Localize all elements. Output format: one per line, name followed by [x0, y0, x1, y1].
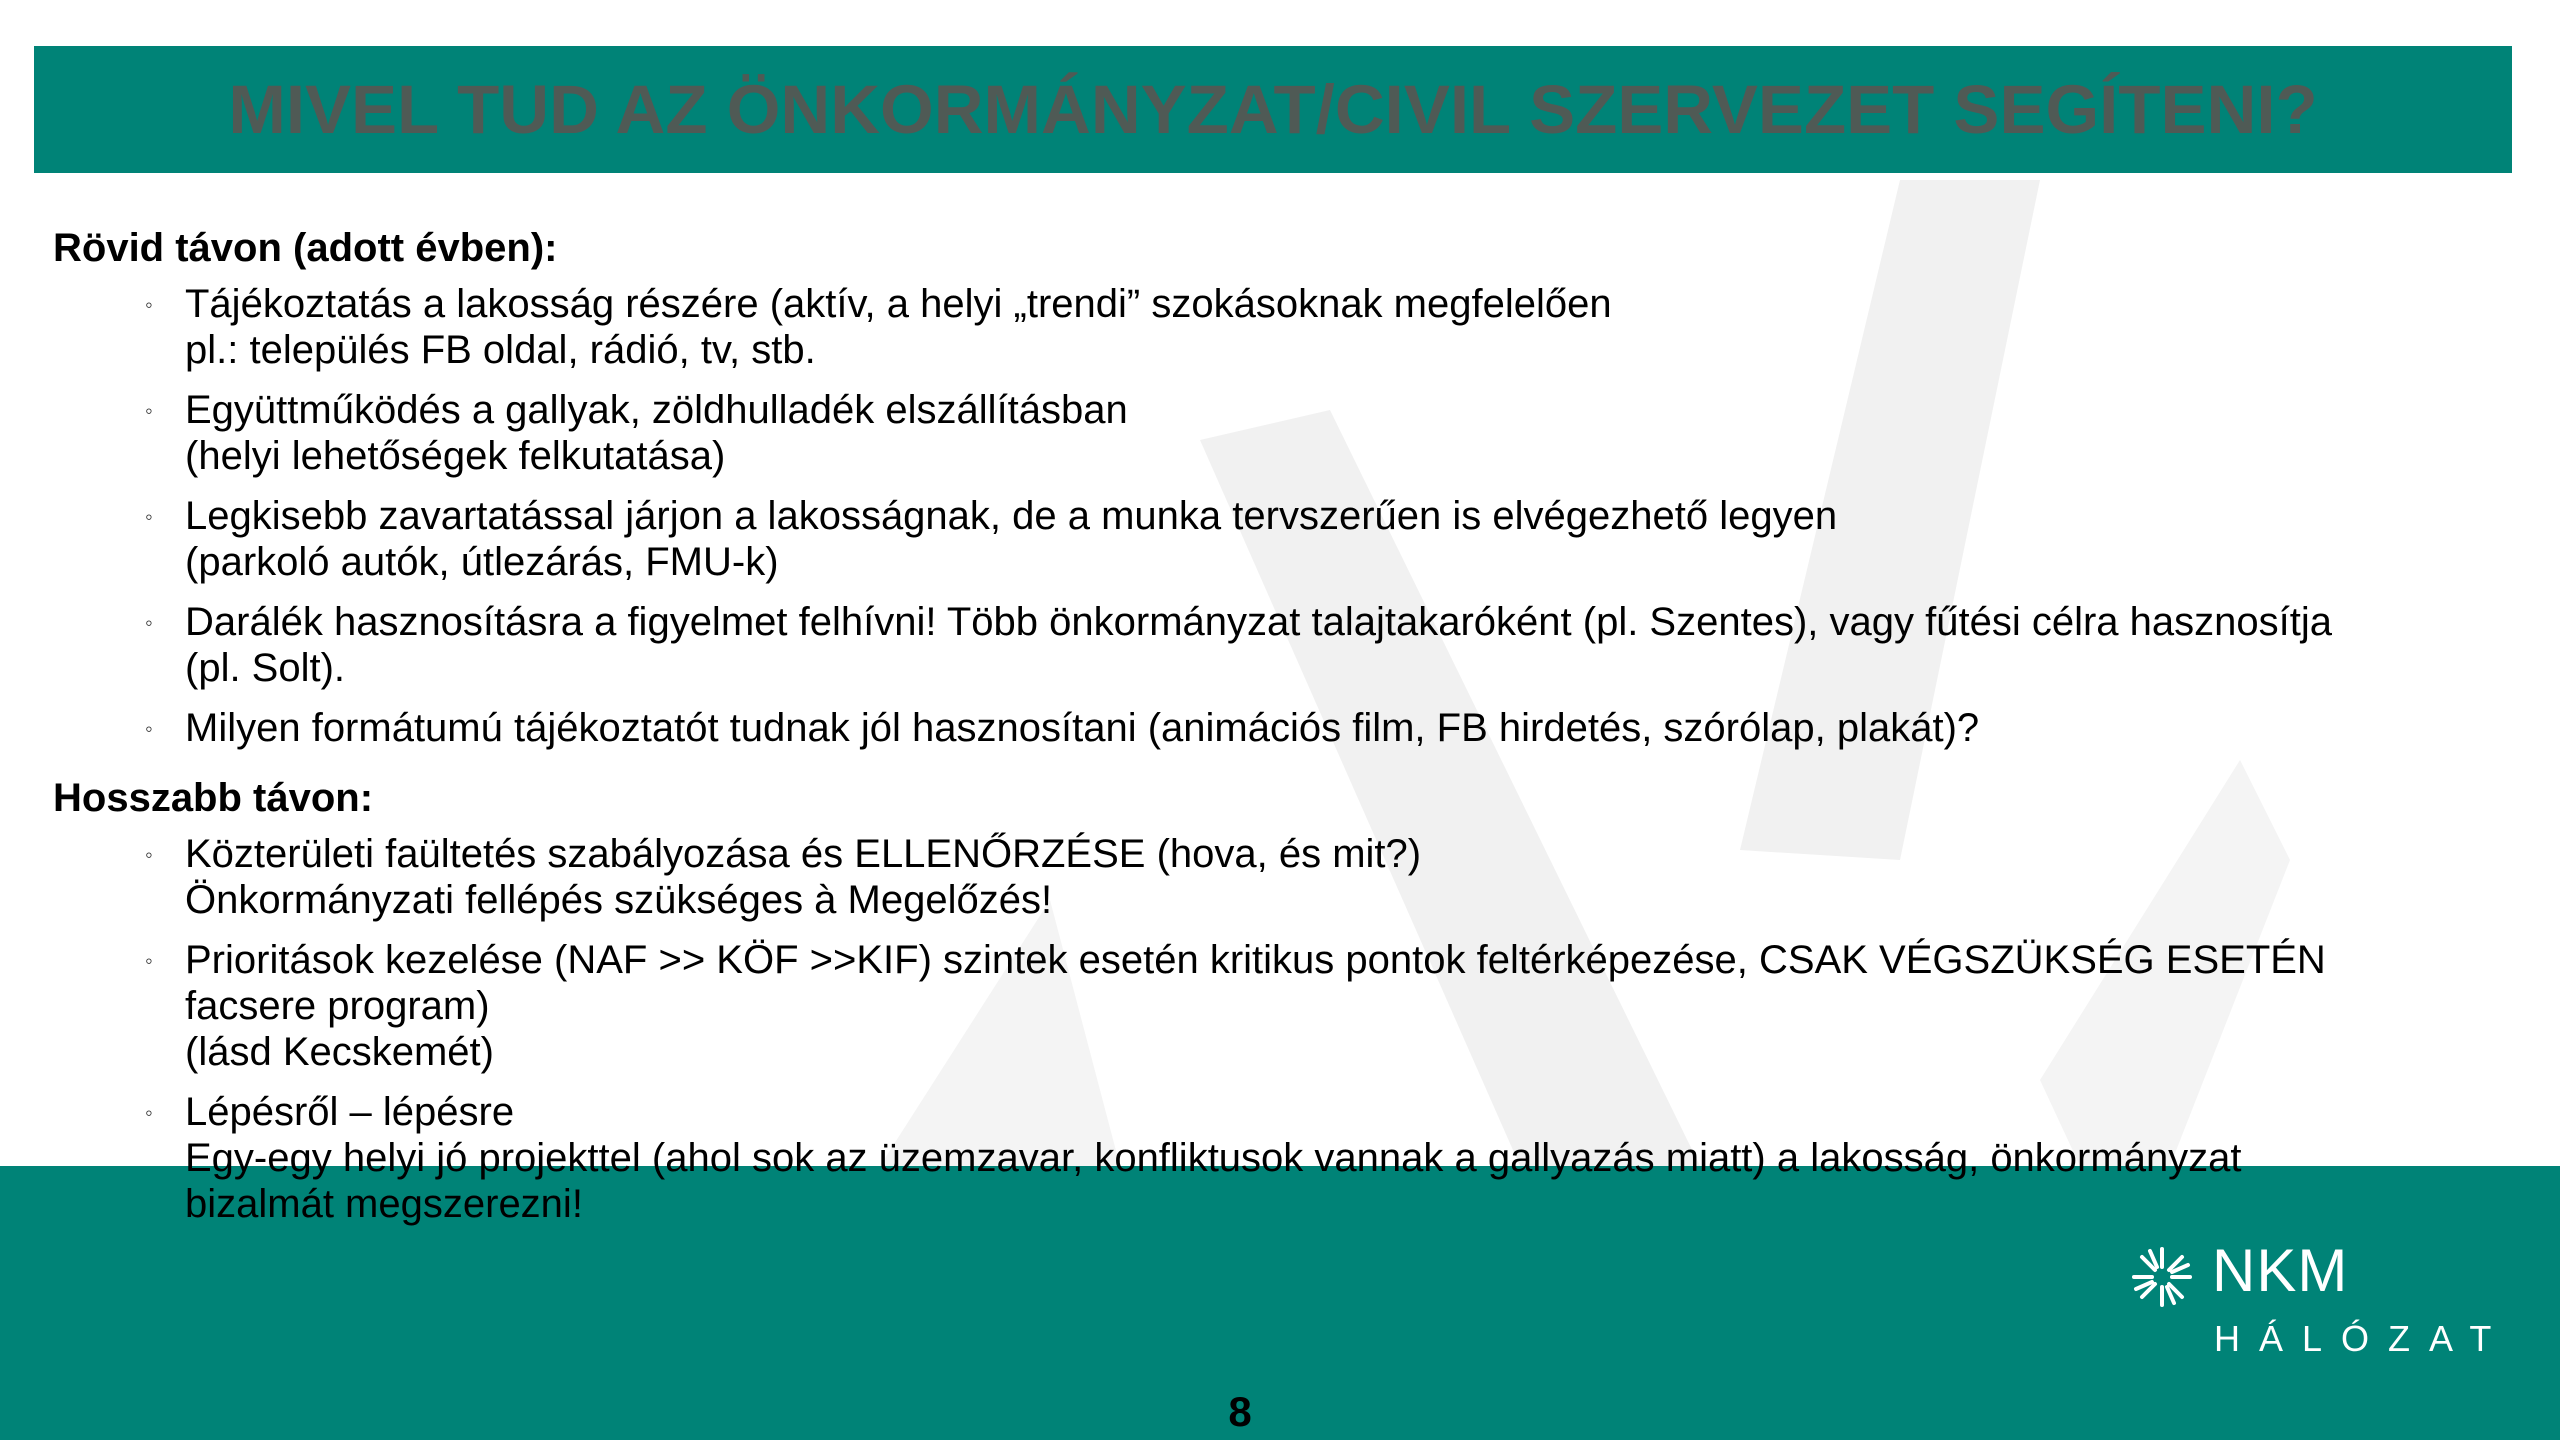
- item-text-line: Legkisebb zavartatással járjon a lakosságnak, de a munka tervszerűen is elvégezhető legyen: [185, 494, 1838, 538]
- nkm-logo: [2130, 1237, 2511, 1365]
- item-text-line: bizalmát megszerezni!: [185, 1182, 583, 1226]
- bullet-icon: ◦: [145, 504, 153, 529]
- short-term-list: [53, 281, 2493, 751]
- item-text-line: Milyen formátumú tájékoztatót tudnak jól hasznosítani (animációs film, FB hirdetés, szórólap, plakát)?: [185, 706, 1980, 750]
- bullet-icon: ◦: [145, 292, 153, 317]
- item-text-line: Lépésről – lépésre: [185, 1090, 515, 1134]
- title-bar: [34, 46, 2512, 173]
- item-text-line: (pl. Solt).: [185, 646, 346, 690]
- list-item: [53, 831, 2493, 923]
- page-number: 8: [1228, 1388, 1252, 1435]
- item-text-line: Önkormányzati fellépés szükséges à Megelőzés!: [185, 878, 1053, 922]
- short-term-heading: Rövid távon (adott évben):: [53, 226, 558, 270]
- bullet-icon: ◦: [145, 610, 153, 635]
- item-text-line: pl.: település FB oldal, rádió, tv, stb.: [185, 328, 816, 372]
- slide-title: MIVEL TUD AZ ÖNKORMÁNYZAT/CIVIL SZERVEZET SEGÍTENI?: [228, 71, 2318, 148]
- logo-name: NKM: [2212, 1237, 2349, 1304]
- bullet-icon: ◦: [145, 842, 153, 867]
- item-text-line: (parkoló autók, útlezárás, FMU-k): [185, 540, 779, 584]
- bullet-icon: ◦: [145, 398, 153, 423]
- bullet-icon: ◦: [145, 948, 153, 973]
- item-text-line: Együttműködés a gallyak, zöldhulladék elszállításban: [185, 388, 1128, 432]
- logo-subtitle: HÁLÓZAT: [2214, 1318, 2511, 1359]
- list-item: [53, 705, 2493, 751]
- list-item: [53, 599, 2493, 691]
- list-item: [53, 281, 2493, 373]
- sunburst-icon: [2130, 1245, 2194, 1309]
- list-item: [53, 387, 2493, 479]
- item-text-line: Tájékoztatás a lakosság részére (aktív, a helyi „trendi” szokásoknak megfelelően: [185, 282, 1612, 326]
- list-item: [53, 1089, 2493, 1227]
- list-item: [53, 493, 2493, 585]
- item-text-line: Darálék hasznosításra a figyelmet felhívni! Több önkormányzat talajtakaróként (pl. Szentes), vagy fűtési célra hasznosítja: [185, 600, 2332, 644]
- slide-content: [53, 225, 2493, 1241]
- item-text-line: facsere program): [185, 984, 490, 1028]
- item-text-line: Egy-egy helyi jó projekttel (ahol sok az üzemzavar, konfliktusok vannak a gallyazás miatt) a lakosság, önkormányzat: [185, 1136, 2242, 1180]
- long-term-heading: Hosszabb távon:: [53, 776, 374, 820]
- item-text-line: Prioritások kezelése (NAF >> KÖF >>KIF) szintek esetén kritikus pontok feltérképezése, CSAK VÉGSZÜKSÉG ESETÉN: [185, 938, 2326, 982]
- item-text-line: Közterületi faültetés szabályozása és ELLENŐRZÉSE (hova, és mit?): [185, 832, 1422, 876]
- list-item: [53, 937, 2493, 1075]
- item-text-line: (lásd Kecskemét): [185, 1030, 494, 1074]
- bullet-icon: ◦: [145, 1100, 153, 1125]
- bullet-icon: ◦: [145, 716, 153, 741]
- long-term-list: [53, 831, 2493, 1227]
- item-text-line: (helyi lehetőségek felkutatása): [185, 434, 726, 478]
